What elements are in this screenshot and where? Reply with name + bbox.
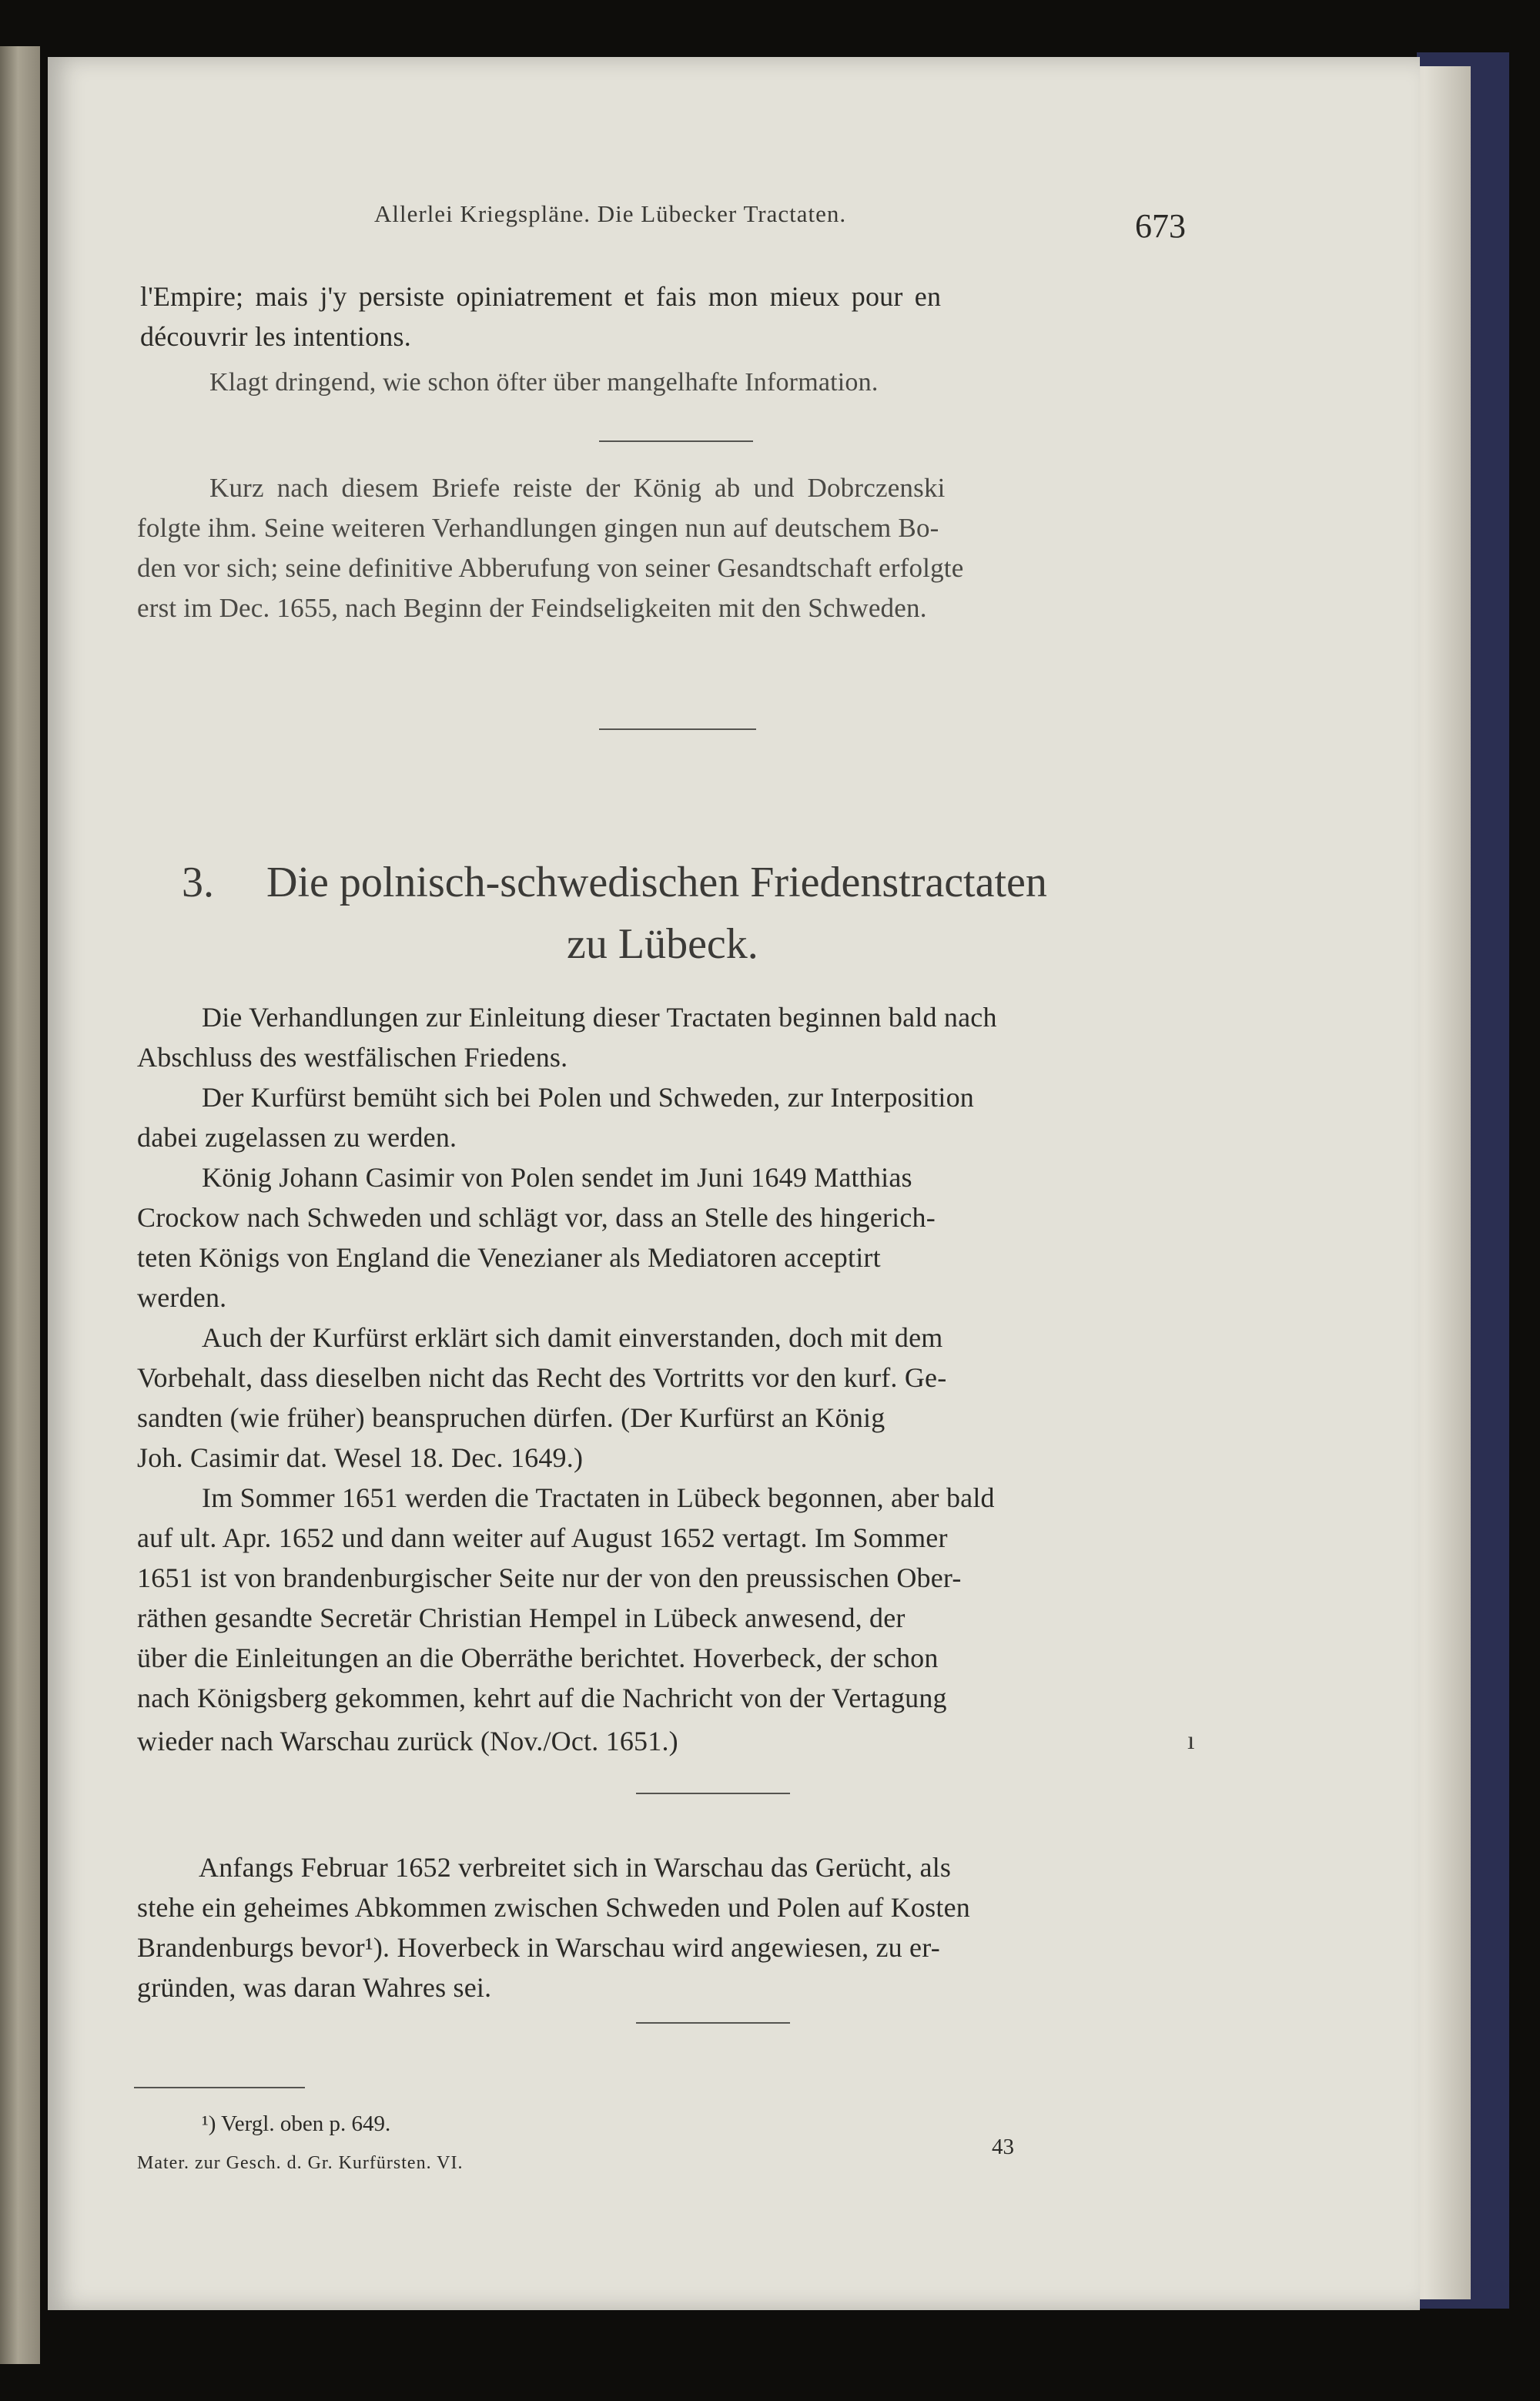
body-line-11: sandten (wie früher) beanspruchen dürfen. (Der Kurfürst an König [137, 1402, 886, 1433]
intro-line-1: l'Empire; mais j'y persiste opiniatrement et fais mon mieux pour en [140, 281, 942, 312]
section-title-line-1: Die polnisch-schwedischen Friedenstractaten [266, 859, 1047, 906]
margin-mark: ı [1187, 1726, 1195, 1755]
separator-rule-1 [599, 440, 753, 442]
body-line-13: Im Sommer 1651 werden die Tractaten in Lübeck begonnen, aber bald [202, 1482, 995, 1513]
body-line-19: wieder nach Warschau zurück (Nov./Oct. 1651.) [137, 1726, 678, 1756]
separator-rule-2 [599, 728, 756, 730]
departure-line-1: Kurz nach diesem Briefe reiste der König ab und Dobrczenski [209, 473, 946, 503]
separator-rule-4 [636, 2022, 790, 2024]
page-number: 673 [1135, 207, 1186, 245]
departure-line-3: den vor sich; seine definitive Abberufung von seiner Gesandtschaft erfolgte [137, 553, 964, 583]
left-page-edge [0, 46, 40, 2364]
body-line-16: räthen gesandte Secretär Christian Hempel in Lübeck anwesend, der [137, 1602, 906, 1633]
body-line-15: 1651 ist von brandenburgischer Seite nur der von den preussischen Ober- [137, 1562, 962, 1593]
body-line-8: werden. [137, 1282, 227, 1313]
departure-line-2: folgte ihm. Seine weiteren Verhandlungen gingen nun auf deutschem Bo- [137, 513, 939, 543]
body-line-7: teten Königs von England die Venezianer als Mediatoren acceptirt [137, 1242, 881, 1273]
intro-line-2: découvrir les intentions. [140, 321, 411, 352]
feb-line-1: Anfangs Februar 1652 verbreitet sich in Warschau das Gerücht, als [199, 1852, 952, 1883]
feb-line-3: Brandenburgs bevor¹). Hoverbeck in Warschau wird angewiesen, zu er- [137, 1932, 940, 1963]
body-line-1: Die Verhandlungen zur Einleitung dieser Tractaten beginnen bald nach [202, 1002, 997, 1033]
intro-line-3: Klagt dringend, wie schon öfter über mangelhafte Information. [209, 368, 879, 397]
sheet-signature: Mater. zur Gesch. d. Gr. Kurfürsten. VI. [137, 2153, 464, 2173]
body-line-2: Abschluss des westfälischen Friedens. [137, 1042, 568, 1073]
body-line-6: Crockow nach Schweden und schlägt vor, dass an Stelle des hingerich- [137, 1202, 936, 1233]
body-line-9: Auch der Kurfürst erklärt sich damit einverstanden, doch mit dem [202, 1322, 943, 1353]
body-line-5: König Johann Casimir von Polen sendet im Juni 1649 Matthias [202, 1162, 912, 1193]
footnote-rule [134, 2087, 305, 2088]
separator-rule-3 [636, 1793, 790, 1794]
body-line-17: über die Einleitungen an die Oberräthe berichtet. Hoverbeck, der schon [137, 1643, 939, 1673]
section-number: 3. [182, 859, 214, 906]
body-line-10: Vorbehalt, dass dieselben nicht das Recht des Vortritts vor den kurf. Ge- [137, 1362, 947, 1393]
body-line-14: auf ult. Apr. 1652 und dann weiter auf August 1652 vertagt. Im Sommer [137, 1522, 948, 1553]
sheet-number: 43 [992, 2135, 1014, 2159]
body-line-3: Der Kurfürst bemüht sich bei Polen und Schweden, zur Interposition [202, 1082, 974, 1113]
body-line-4: dabei zugelassen zu werden. [137, 1122, 457, 1153]
departure-line-4: erst im Dec. 1655, nach Beginn der Feindseligkeiten mit den Schweden. [137, 593, 927, 623]
book-page [48, 57, 1420, 2310]
section-title-line-2: zu Lübeck. [567, 920, 758, 968]
running-head-title: Allerlei Kriegspläne. Die Lübecker Tractaten. [374, 200, 847, 227]
body-line-12: Joh. Casimir dat. Wesel 18. Dec. 1649.) [137, 1442, 584, 1473]
feb-line-2: stehe ein geheimes Abkommen zwischen Schweden und Polen auf Kosten [137, 1892, 970, 1923]
footnote-text: ¹) Vergl. oben p. 649. [202, 2111, 391, 2136]
feb-line-4: gründen, was daran Wahres sei. [137, 1972, 492, 2003]
body-line-18: nach Königsberg gekommen, kehrt auf die Nachricht von der Vertagung [137, 1683, 947, 1713]
